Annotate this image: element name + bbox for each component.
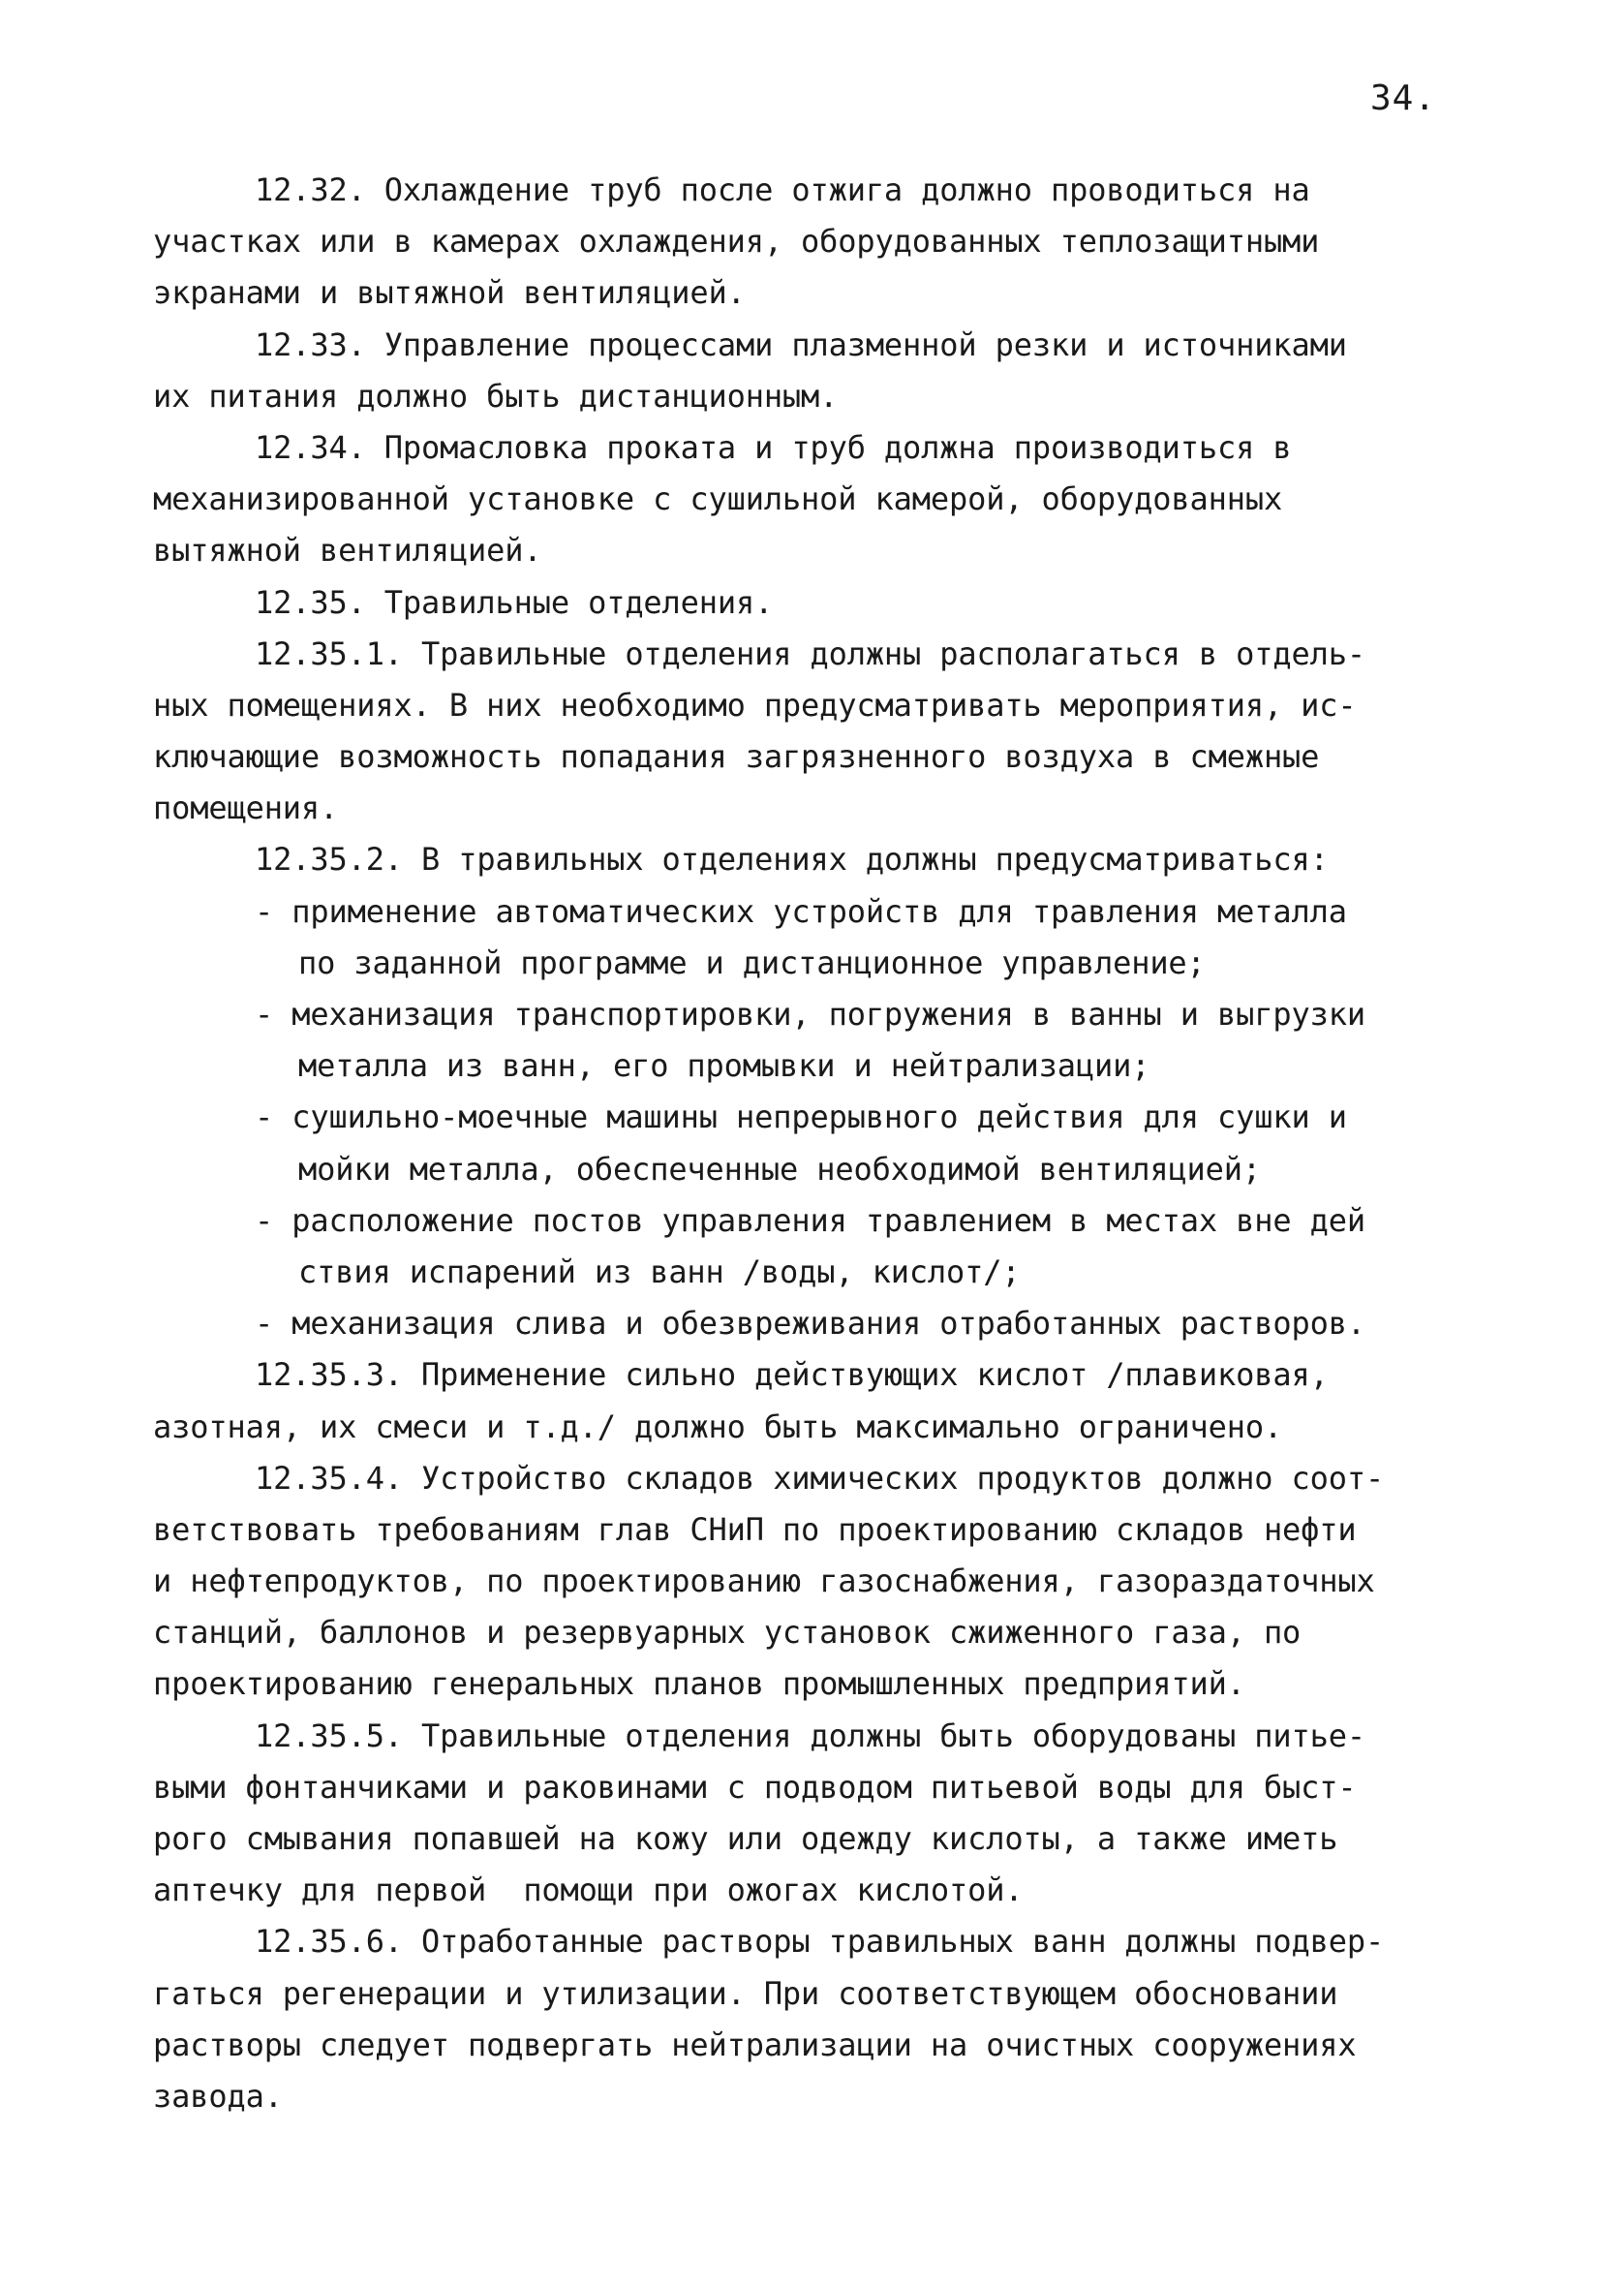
text-line: азотная, их смеси и т.д./ должно быть максимально ограничено. (153, 1407, 1283, 1445)
text-line: 12.35.5. Травильные отделения должны быть оборудованы питье- (255, 1717, 1365, 1754)
text-line: рого смывания попавшей на кожу или одежду кислоты, а также иметь (153, 1820, 1338, 1857)
text-line: 12.33. Управление процессами плазменной резки и источниками (255, 325, 1347, 363)
text-line: и нефтепродуктов, по проектированию газоснабжения, газораздаточных (153, 1562, 1375, 1600)
text-line: по заданной программе и дистанционное управление; (298, 943, 1206, 981)
text-line: завода. (153, 2077, 283, 2115)
text-line: - сушильно-моечные машины непрерывного действия для сушки и (255, 1098, 1347, 1136)
text-line: 12.35.3. Применение сильно действующих кислот /плавиковая, (255, 1356, 1329, 1394)
text-line: 12.35.4. Устройство складов химических продуктов должно соот- (255, 1459, 1385, 1497)
text-line: помещения. (153, 789, 339, 827)
text-line: ных помещениях. В них необходимо предусматривать мероприятия, ис- (153, 686, 1357, 724)
text-line: 12.32. Охлаждение труб после отжига должно проводиться на (255, 171, 1310, 208)
text-line: аптечку для первой помощи при ожогах кислотой. (153, 1871, 1024, 1909)
text-line: проектированию генеральных планов промышленных предприятий. (153, 1665, 1245, 1703)
text-line: ствия испарений из ванн /воды, кислот/; (298, 1253, 1021, 1290)
text-line: - механизация транспортировки, погружения в ванны и выгрузки (255, 996, 1365, 1033)
text-line: 12.35. Травильные отделения. (255, 583, 774, 621)
text-line: - применение автоматических устройств для травления металла (255, 892, 1347, 930)
text-line: - механизация слива и обезвреживания отработанных растворов. (255, 1305, 1365, 1343)
text-line: механизированной установке с сушильной камерой, оборудованных (153, 480, 1283, 518)
text-line: металла из ванн, его промывки и нейтрализации; (298, 1047, 1150, 1085)
text-line: экранами и вытяжной вентиляцией. (153, 274, 746, 312)
text-line: ключающие возможность попадания загрязненного воздуха в смежные (153, 738, 1320, 776)
text-line: 12.35.6. Отработанные растворы травильных ванн должны подвер- (255, 1923, 1385, 1961)
text-line: ветствовать требованиям глав СНиП по проектированию складов нефти (153, 1510, 1357, 1548)
text-line: 12.34. Промасловка проката и труб должна производиться в (255, 428, 1292, 466)
text-line: вытяжной вентиляцией. (153, 532, 542, 570)
text-line: станций, баллонов и резервуарных установок сжиженного газа, по (153, 1614, 1302, 1652)
text-line: участках или в камерах охлаждения, оборудованных теплозащитными (153, 223, 1320, 261)
text-line: мойки металла, обеспеченные необходимой вентиляцией; (298, 1150, 1262, 1188)
text-line: растворы следует подвергать нейтрализации на очистных сооружениях (153, 2026, 1357, 2063)
body-text (153, 165, 1509, 2122)
text-line: 12.35.2. В травильных отделениях должны предусматриваться: (255, 841, 1329, 879)
text-line: выми фонтанчиками и раковинами с подводом питьевой воды для быст- (153, 1768, 1357, 1806)
text-line: - расположение постов управления травлением в местах вне дей (255, 1201, 1365, 1239)
text-line: гаться регенерации и утилизации. При соответствующем обосновании (153, 1974, 1338, 2012)
text-line: их питания должно быть дистанционным. (153, 377, 839, 415)
page-number: 34. (1370, 78, 1437, 118)
text-line: 12.35.1. Травильные отделения должны располагаться в отдель- (255, 634, 1365, 672)
